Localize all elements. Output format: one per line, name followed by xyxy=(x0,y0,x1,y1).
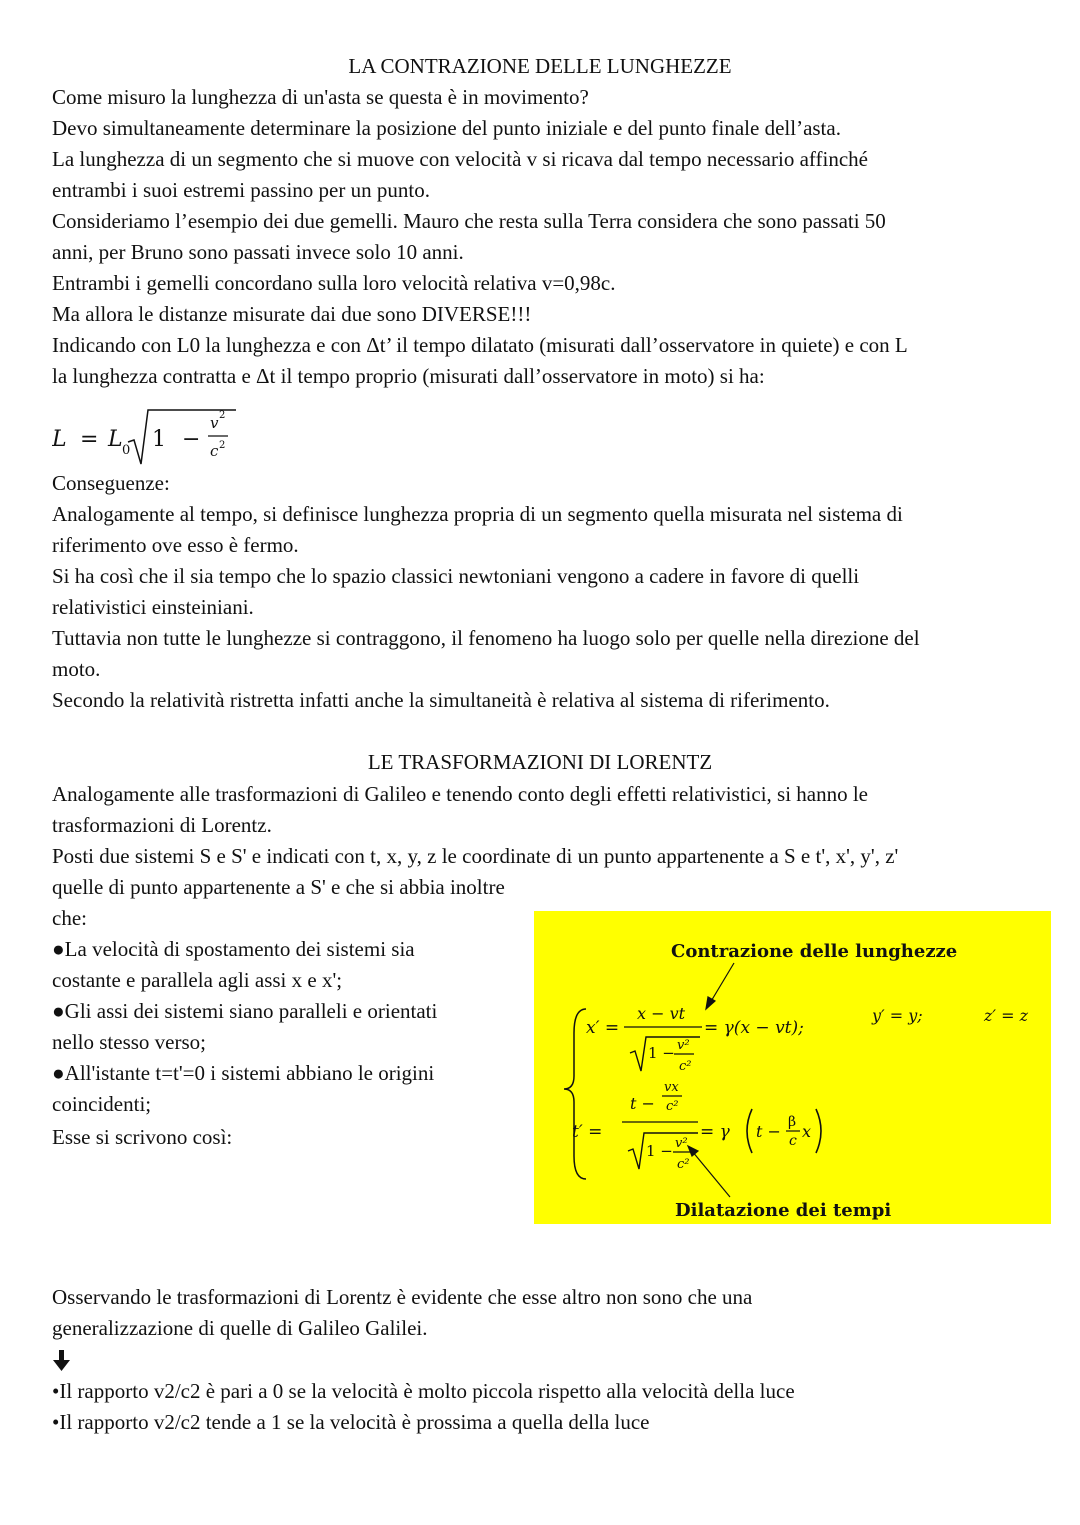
x-sqrt-one-minus: 1 − xyxy=(648,1044,675,1062)
arrow-down-icon xyxy=(52,1350,72,1372)
t-numerator-t: t − xyxy=(630,1094,655,1113)
paragraph-line: la lunghezza contratta e Δt il tempo proprio (misurati dall’osservatore in moto) si ha: xyxy=(52,364,765,388)
paragraph-line: Analogamente al tempo, si definisce lunghezza propria di un segmento quella misurata nel sistema di xyxy=(52,502,903,526)
paragraph-line: Indicando con L0 la lunghezza e con Δt’ il tempo dilatato (misurati dall’osservatore in quiete) e con L xyxy=(52,333,908,357)
paragraph-line: nello stesso verso; xyxy=(52,1030,206,1054)
paragraph-line: Esse si scrivono così: xyxy=(52,1125,233,1149)
paragraph-line: Conseguenze: xyxy=(52,471,170,495)
system-brace xyxy=(564,1009,586,1179)
paragraph-line: Si ha così che il sia tempo che lo spazio classici newtoniani vengono a cadere in favore di quelli xyxy=(52,564,860,588)
paragraph-line: entrambi i suoi estremi passino per un punto. xyxy=(52,178,430,202)
paragraph-line: Ma allora le distanze misurate dai due sono DIVERSE!!! xyxy=(52,302,532,326)
paragraph-line: Entrambi i gemelli concordano sulla loro velocità relativa v=0,98c. xyxy=(52,271,616,295)
t-prime-lhs: t′ = xyxy=(572,1122,603,1142)
paragraph-line: anni, per Bruno sono passati invece solo 10 anni. xyxy=(52,240,464,264)
bullet-line: ●La velocità di spostamento dei sistemi sia xyxy=(52,937,415,961)
paragraph-line: quelle di punto appartenente a S' e che si abbia inoltre xyxy=(52,875,505,899)
bullet-line: •Il rapporto v2/c2 è pari a 0 se la velocità è molto piccola rispetto alla velocità della luce xyxy=(52,1379,795,1403)
x-numerator: x − vt xyxy=(637,1004,686,1023)
paragraph-line: Analogamente alle trasformazioni di Galileo e tenendo conto degli effetti relativistici, si hanno le xyxy=(52,782,869,806)
t-paren-right xyxy=(816,1109,821,1153)
t-sqrt-c2: c² xyxy=(677,1157,690,1172)
y-equation: y′ = y; xyxy=(872,1006,923,1025)
length-contraction-formula xyxy=(52,404,252,470)
formula-one: 1 xyxy=(152,427,166,452)
paragraph-line: Devo simultaneamente determinare la posizione del punto iniziale e del punto finale dell’asta. xyxy=(52,116,841,140)
formula-minus: − xyxy=(182,427,201,452)
bullet-line: •Il rapporto v2/c2 tende a 1 se la velocità è prossima a quella della luce xyxy=(52,1410,650,1434)
x-prime-rhs: = γ(x − vt); xyxy=(704,1018,804,1038)
paragraph-line: Tuttavia non tutte le lunghezze si contraggono, il fenomeno ha luogo solo per quelle nella direzione del xyxy=(52,626,920,650)
formula-num: v xyxy=(210,414,219,432)
t-sqrt-v2: v² xyxy=(675,1136,688,1151)
bullet-line: ●Gli assi dei sistemi siano paralleli e orientati xyxy=(52,999,438,1023)
t-rhs-c: c xyxy=(789,1133,797,1149)
bullet-line: ●All'istante t=t'=0 i sistemi abbiano le origini xyxy=(52,1061,435,1085)
t-rhs-inner-t: t − xyxy=(756,1122,781,1141)
lorentz-formulas xyxy=(534,911,1051,1224)
paragraph-line: Secondo la relatività ristretta infatti anche la simultaneità è relativa al sistema di riferimento. xyxy=(52,688,830,712)
lorentz-formula-box xyxy=(534,911,1051,1224)
paragraph-line: La lunghezza di un segmento che si muove con velocità v si ricava dal tempo necessario affinché xyxy=(52,147,868,171)
formula-lhs: L xyxy=(52,427,67,452)
arrow-contraction-line xyxy=(710,963,734,1003)
paragraph-line: generalizzazione di quelle di Galileo Galilei. xyxy=(52,1316,428,1340)
t-sqrt-one-minus: 1 − xyxy=(646,1142,673,1160)
t-paren-left xyxy=(747,1109,752,1153)
paragraph-line: riferimento ove esso è fermo. xyxy=(52,533,299,557)
arrow-contraction-head xyxy=(706,997,715,1009)
arrow-dilation-head xyxy=(688,1146,698,1156)
paragraph-line: relativistici einsteiniani. xyxy=(52,595,254,619)
formula-num-exp: 2 xyxy=(219,410,226,421)
paragraph-line: Osservando le trasformazioni di Lorentz è evidente che esse altro non sono che una xyxy=(52,1285,753,1309)
formula-equals: = xyxy=(80,427,99,452)
x-sqrt-c2: c² xyxy=(679,1059,692,1074)
section-title-lorentz: LE TRASFORMAZIONI DI LORENTZ xyxy=(367,750,713,774)
paragraph-line: moto. xyxy=(52,657,101,681)
formula-den: c xyxy=(210,442,219,460)
t-rhs-beta: β xyxy=(788,1114,797,1130)
paragraph-line: Come misuro la lunghezza di un'asta se questa è in movimento? xyxy=(52,85,589,109)
t-rhs-x: x xyxy=(802,1122,812,1141)
paragraph-line: trasformazioni di Lorentz. xyxy=(52,813,272,837)
paragraph-line: costante e parallela agli assi x e x'; xyxy=(52,968,343,992)
section-title-contraction: LA CONTRAZIONE DELLE LUNGHEZZE xyxy=(348,54,732,78)
paragraph-line: che: xyxy=(52,906,87,930)
paragraph-line: coincidenti; xyxy=(52,1092,152,1116)
label-length-contraction: Contrazione delle lunghezze xyxy=(671,941,958,962)
arrow-dilation-line xyxy=(692,1151,730,1197)
x-sqrt-v2: v² xyxy=(677,1038,690,1053)
paragraph-line: Posti due sistemi S e S' e indicati con t, x, y, z le coordinate di un punto appartenente a S e t', x', y', z' xyxy=(52,844,899,868)
t-num-frac-num: vx xyxy=(664,1080,679,1095)
t-num-frac-den: c² xyxy=(666,1099,679,1114)
x-prime-lhs: x′ = xyxy=(586,1018,620,1038)
formula-l0-sub: 0 xyxy=(122,443,131,458)
paragraph-line: Consideriamo l’esempio dei due gemelli. Mauro che resta sulla Terra considera che sono passati 50 xyxy=(52,209,886,233)
label-time-dilation: Dilatazione dei tempi xyxy=(675,1200,892,1221)
z-equation: z′ = z xyxy=(984,1006,1029,1025)
formula-den-exp: 2 xyxy=(219,440,226,451)
t-rhs-gamma: = γ xyxy=(700,1122,730,1142)
formula-l0: L xyxy=(108,427,123,452)
